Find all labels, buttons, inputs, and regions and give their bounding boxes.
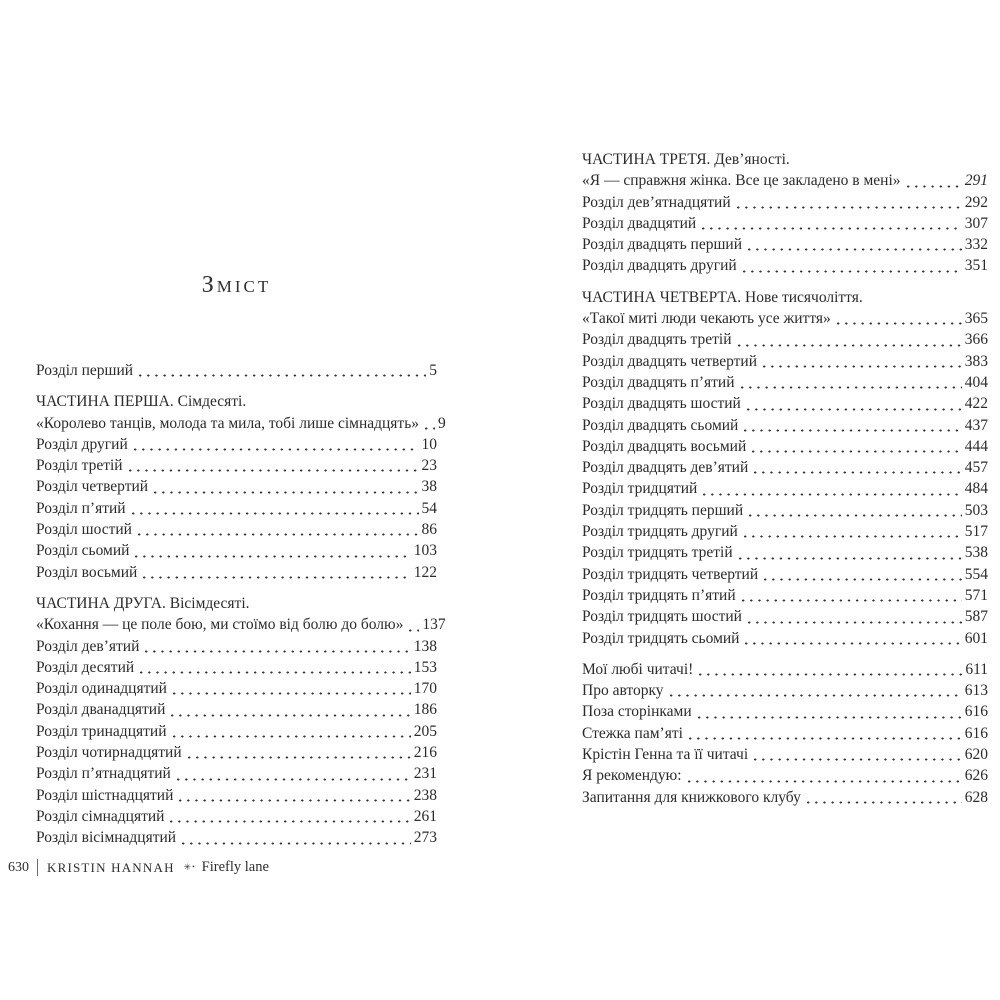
toc-part	[36, 593, 446, 636]
dot-leader	[754, 471, 961, 474]
toc-column-left	[36, 360, 446, 849]
toc-entry-page: 238	[413, 786, 437, 804]
toc-entry-label: Мої любі читачі!	[582, 660, 694, 678]
toc-entry	[582, 659, 988, 680]
dot-leader	[143, 576, 410, 579]
toc-entry-label: Розділ шістнадцятий	[36, 786, 174, 804]
dot-leader	[739, 557, 962, 560]
toc-entry-label: Розділ двадцять дев’ятий	[582, 459, 749, 477]
toc-entry-page: 484	[964, 480, 988, 498]
toc-entry-label: Розділ двадцять шостий	[582, 395, 741, 413]
dot-leader	[752, 450, 962, 453]
dot-leader	[744, 535, 962, 538]
toc-part-quote-label: «Я — справжня жінка. Все це закладено в мені»	[582, 172, 901, 190]
dot-leader	[747, 408, 962, 411]
toc-entry	[582, 415, 988, 436]
toc-entry	[582, 628, 988, 649]
toc-part-quote-label: «Королево танців, молода та мила, тобі лише сімнадцять»	[36, 414, 420, 432]
toc-entry-page: 9	[438, 414, 446, 432]
toc-entry	[36, 827, 437, 848]
toc-entry	[582, 542, 988, 563]
footer-book-title: Firefly lane	[201, 859, 269, 875]
toc-entry-page: 616	[964, 703, 988, 721]
dot-leader	[741, 386, 962, 389]
dot-leader	[134, 448, 419, 451]
dot-leader	[173, 735, 411, 738]
toc-part	[582, 287, 988, 330]
toc-entry	[582, 606, 988, 627]
page-footer	[8, 859, 269, 876]
toc-entry-page: 457	[964, 459, 988, 477]
toc-entry-label: Розділ другий	[36, 435, 128, 453]
toc-part-quote	[582, 308, 988, 329]
toc-entry-label: Я рекомендую:	[582, 767, 682, 785]
toc-entry	[36, 360, 437, 381]
dot-leader	[170, 820, 410, 823]
toc-entry-page: 137	[422, 616, 446, 634]
toc-entry-label: Розділ тридцять сьомий	[582, 629, 740, 647]
toc-entry-page: 231	[413, 765, 437, 783]
toc-part-title: ЧАСТИНА ДРУГА. Вісімдесяті.	[36, 594, 250, 612]
toc-entry-page: 601	[964, 629, 988, 647]
toc-entry-label: Розділ дев’ятий	[36, 637, 140, 655]
dot-leader	[754, 758, 962, 761]
dot-leader	[145, 650, 410, 653]
dot-leader	[171, 714, 410, 717]
toc-entry	[36, 785, 437, 806]
toc-entry	[582, 723, 988, 744]
toc-entry-page: 5	[429, 362, 437, 379]
toc-entry-label: Розділ дванадцятий	[36, 701, 166, 719]
toc-entry-label: Поза сторінками	[582, 703, 692, 721]
dot-leader	[688, 780, 962, 783]
toc-entry-page: 383	[964, 352, 988, 370]
dot-leader	[748, 621, 962, 624]
toc-entry-label: Розділ двадцять восьмий	[582, 437, 747, 455]
toc-part-title: ЧАСТИНА ТРЕТЯ. Дев’яності.	[582, 151, 790, 168]
toc-entry-page: 186	[413, 701, 437, 719]
toc-entry-label: Розділ двадцять п’ятий	[582, 373, 735, 391]
toc-entry	[36, 562, 437, 583]
toc-entry	[582, 701, 988, 722]
toc-entry-page: 273	[413, 829, 437, 847]
toc-entry-page: 422	[964, 395, 988, 413]
footer-divider	[37, 859, 38, 876]
toc-entry	[582, 234, 988, 255]
toc-entry-page: 54	[421, 499, 437, 517]
toc-entry-page: 571	[964, 586, 988, 604]
toc-entry-label: Розділ двадцятий	[582, 214, 697, 232]
toc-entry	[582, 585, 988, 606]
dot-leader	[177, 778, 411, 781]
toc-entry	[36, 519, 437, 540]
footer-page-number: 630	[8, 859, 29, 875]
toc-entry-page: 38	[421, 478, 437, 496]
toc-entry-label: Розділ двадцять четвертий	[582, 352, 758, 370]
dot-leader	[179, 799, 410, 802]
dot-icon: •	[192, 863, 195, 871]
dot-leader	[737, 206, 962, 209]
toc-entry-label: Розділ п’ятий	[36, 499, 126, 517]
dot-leader	[409, 629, 419, 632]
dot-leader	[738, 344, 962, 347]
toc-entry-page: 628	[964, 788, 988, 806]
toc-entry-label: Розділ двадцять сьомий	[582, 416, 739, 434]
toc-entry-page: 292	[964, 193, 988, 211]
toc-entry-label: Розділ тридцять шостий	[582, 608, 742, 626]
toc-entry-page: 404	[964, 373, 988, 391]
toc-entry	[36, 742, 437, 763]
dot-leader	[742, 599, 962, 602]
toc-entry-label: Розділ двадцять перший	[582, 236, 742, 254]
dot-leader	[702, 227, 962, 230]
dot-leader	[135, 555, 410, 558]
toc-entry-page: 517	[964, 523, 988, 541]
toc-entry-page: 103	[413, 542, 437, 560]
toc-entry	[36, 721, 437, 742]
toc-entry-label: Розділ четвертий	[36, 478, 149, 496]
toc-entry	[36, 806, 437, 827]
footer-author: KRISTIN HANNAH	[47, 859, 175, 875]
firefly-dingbat-icon	[184, 863, 195, 872]
toc-part-quote-label: «Кохання — це поле бою, ми стоїмо від болю до болю»	[36, 616, 404, 634]
toc-entry	[582, 329, 988, 350]
toc-entry-label: Розділ тридцять четвертий	[582, 565, 759, 583]
toc-entry	[582, 372, 988, 393]
toc-entry-page: 437	[964, 416, 988, 434]
toc-entry-label: Запитання для книжкового клубу	[582, 788, 801, 806]
toc-entry	[582, 436, 988, 457]
toc-entry-page: 170	[413, 680, 437, 698]
toc-entry-label: Розділ тринадцятий	[36, 722, 167, 740]
toc-entry	[36, 657, 437, 678]
toc-entry	[582, 521, 988, 542]
toc-part-quote-label: «Такої миті люди чекають усе життя»	[582, 310, 831, 328]
toc-entry	[36, 540, 437, 561]
toc-part-title: ЧАСТИНА ПЕРША. Сімдесяті.	[36, 393, 247, 411]
page-title: Зміст	[201, 272, 272, 298]
toc-entry-page: 366	[964, 331, 988, 349]
toc-entry-label: Розділ двадцять другий	[582, 257, 737, 275]
toc-entry-label: Розділ тридцять п’ятий	[582, 586, 736, 604]
sparkle-icon: ✳	[183, 862, 192, 872]
toc-entry-label: Про авторку	[582, 682, 664, 700]
dot-leader	[689, 737, 962, 740]
toc-entry	[36, 636, 437, 657]
toc-entry-page: 351	[964, 257, 988, 275]
toc-part-title: ЧАСТИНА ЧЕТВЕРТА. Нове тисячоліття.	[582, 288, 863, 306]
dot-leader	[907, 185, 962, 188]
toc-entry-label: Розділ двадцять третій	[582, 331, 732, 349]
toc-entry-page: 261	[413, 807, 437, 825]
dot-leader	[764, 578, 962, 581]
toc-entry-label: Розділ сьомий	[36, 542, 130, 560]
toc-entry-label: Розділ п’ятнадцятий	[36, 765, 171, 783]
toc-part	[582, 149, 988, 192]
toc-entry-label: Розділ вісімнадцятий	[36, 829, 177, 847]
dot-leader	[138, 533, 419, 536]
toc-entry	[582, 457, 988, 478]
dot-leader	[837, 322, 962, 325]
toc-entry-label: Розділ дев’ятнадцятий	[582, 193, 731, 211]
dot-leader	[743, 270, 962, 273]
toc-entry	[36, 498, 437, 519]
toc-entry-page: 138	[413, 637, 437, 655]
toc-entry-page: 444	[964, 437, 988, 455]
dot-leader	[140, 671, 411, 674]
toc-entry	[582, 351, 988, 372]
toc-column-right	[582, 149, 988, 808]
dot-leader	[745, 642, 961, 645]
toc-entry	[582, 765, 988, 786]
toc-entry-page: 365	[964, 310, 988, 328]
dot-leader	[763, 365, 962, 368]
toc-entry-page: 291	[964, 172, 988, 190]
dot-leader	[154, 491, 418, 494]
toc-entry-label: Розділ шостий	[36, 521, 132, 539]
toc-entry-page: 23	[421, 457, 437, 475]
dot-leader	[744, 429, 961, 432]
dot-leader	[670, 694, 962, 697]
toc-entry-page: 332	[964, 236, 988, 254]
toc-entry	[582, 787, 988, 808]
toc-entry	[582, 393, 988, 414]
toc-entry-page: 122	[413, 563, 437, 581]
toc-entry-label: Розділ десятий	[36, 658, 135, 676]
dot-leader	[698, 716, 962, 719]
toc-entry-page: 153	[413, 658, 437, 676]
toc-entry	[36, 434, 437, 455]
toc-entry-label: Крістін Генна та її читачі	[582, 746, 749, 764]
toc-entry-page: 616	[964, 724, 988, 742]
toc-entry	[36, 763, 437, 784]
toc-entry-label: Розділ тридцять перший	[582, 501, 744, 519]
dot-leader	[188, 756, 411, 759]
toc-entry-page: 503	[964, 501, 988, 519]
toc-entry-label: Розділ тридцять другий	[582, 523, 738, 541]
toc-entry	[36, 699, 437, 720]
toc-entry-label: Стежка пам’яті	[582, 724, 683, 742]
dot-leader	[425, 427, 435, 430]
toc-entry-label: Розділ одинадцятий	[36, 680, 167, 698]
dot-leader	[699, 673, 962, 676]
toc-entry-page: 216	[413, 744, 437, 762]
toc-part-quote	[582, 170, 988, 191]
toc-part	[36, 391, 446, 434]
toc-entry	[582, 478, 988, 499]
toc-entry-page: 611	[965, 660, 988, 678]
dot-leader	[173, 692, 411, 695]
toc-entry	[36, 455, 437, 476]
toc-entry-page: 10	[421, 435, 437, 453]
dot-leader	[748, 248, 962, 251]
dot-leader	[749, 514, 962, 517]
dot-leader	[182, 842, 411, 845]
toc-entry-label: Розділ тридцятий	[582, 480, 698, 498]
toc-entry-label: Розділ третій	[36, 457, 123, 475]
toc-entry-page: 620	[964, 746, 988, 764]
toc-entry-label: Розділ чотирнадцятий	[36, 744, 182, 762]
toc-entry-page: 626	[964, 767, 988, 785]
toc-part-quote	[36, 614, 446, 635]
toc-entry	[582, 213, 988, 234]
toc-entry-label: Розділ сімнадцятий	[36, 807, 165, 825]
toc-entry	[36, 476, 437, 497]
dot-leader	[132, 512, 419, 515]
dot-leader	[129, 469, 419, 472]
toc-entry	[582, 744, 988, 765]
toc-entry-page: 587	[964, 608, 988, 626]
toc-entry-page: 86	[421, 521, 437, 539]
toc-entry-label: Розділ тридцять третій	[582, 544, 733, 562]
toc-entry	[582, 500, 988, 521]
toc-entry-page: 538	[964, 544, 988, 562]
toc-entry	[582, 255, 988, 276]
toc-entry	[582, 564, 988, 585]
toc-entry-label: Розділ восьмий	[36, 563, 138, 581]
dot-leader	[139, 374, 426, 377]
toc-entry	[582, 680, 988, 701]
toc-entry-page: 613	[964, 682, 988, 700]
dot-leader	[807, 801, 962, 804]
toc-entry	[36, 678, 437, 699]
toc-entry-page: 554	[964, 565, 988, 583]
dot-leader	[703, 493, 961, 496]
toc-part-quote	[36, 413, 446, 434]
toc-entry-label: Розділ перший	[36, 362, 134, 379]
toc-entry-page: 307	[964, 214, 988, 232]
toc-entry-page: 205	[413, 722, 437, 740]
toc-entry	[582, 192, 988, 213]
